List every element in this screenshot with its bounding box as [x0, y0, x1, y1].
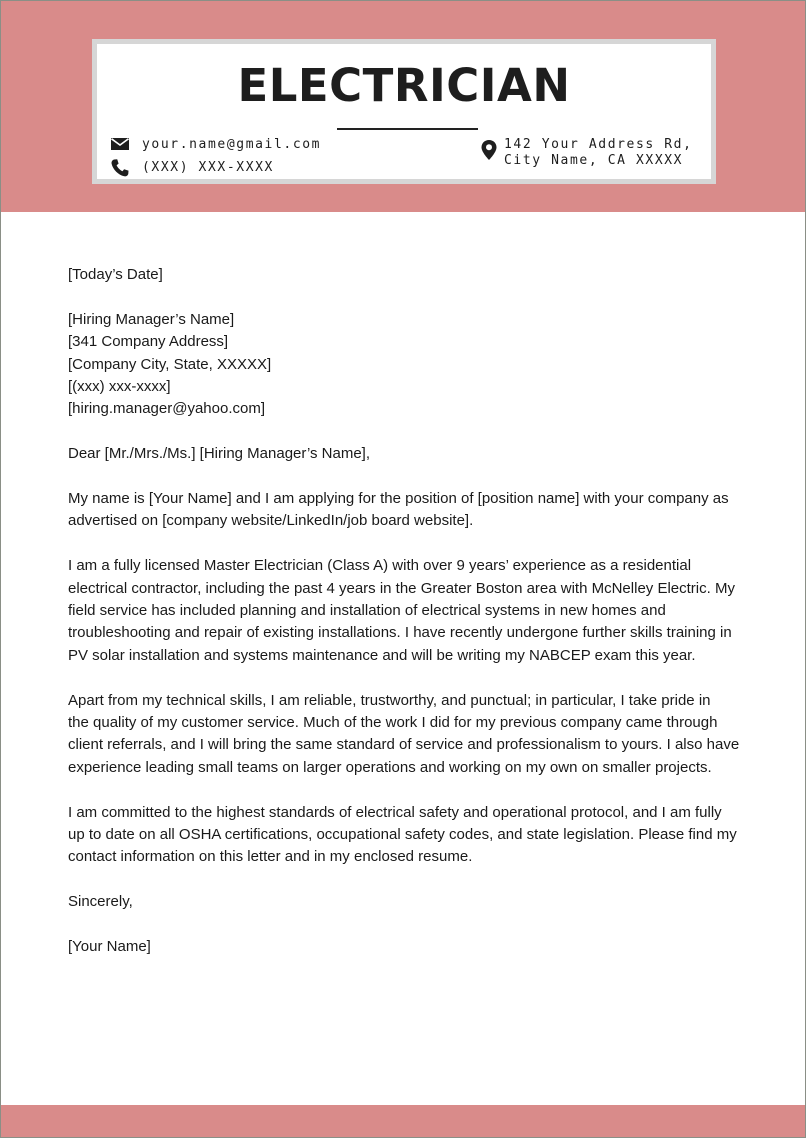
address-text: [504, 137, 693, 169]
letter-body: [68, 264, 748, 981]
paragraph-line: experience leading small teams on larger operations and working on my own on smaller projects.: [68, 758, 712, 776]
closing: Sincerely,: [68, 893, 133, 911]
paragraph-line: PV solar installation and systems maintenance and will be writing my NABCEP exam this year.: [68, 646, 696, 664]
email-text: your.name@gmail.com: [142, 136, 322, 152]
envelope-icon: [110, 135, 130, 153]
address-line-1: 142 Your Address Rd,: [504, 137, 693, 152]
contact-phone: [110, 158, 274, 176]
recipient-phone: [(xxx) xxx-xxxx]: [68, 378, 171, 396]
map-pin-icon: [480, 139, 498, 161]
paragraph-line: up to date on all OSHA certifications, occupational safety codes, and state legislation. Please find my: [68, 826, 737, 844]
contact-address: [480, 137, 693, 169]
recipient-name: [Hiring Manager’s Name]: [68, 310, 235, 328]
job-title: ELECTRICIAN: [237, 59, 571, 112]
paragraph-line: My name is [Your Name] and I am applying for the position of [position name] with your company as: [68, 490, 729, 508]
recipient-email: [hiring.manager@yahoo.com]: [68, 400, 265, 418]
body-paragraph-1: [68, 488, 748, 533]
contact-email: [110, 135, 321, 153]
header-frame: [92, 39, 716, 184]
body-paragraph-3: [68, 690, 748, 780]
paragraph-line: I am a fully licensed Master Electrician (Class A) with over 9 years’ experience as a residential: [68, 557, 692, 575]
paragraph-line: field service has included planning and installation of electrical systems in new homes and: [68, 602, 666, 620]
recipient-block: [68, 309, 748, 421]
paragraph-line: the quality of my customer service. Much of the work I did for my previous company came through: [68, 714, 718, 732]
footer-band: [1, 1105, 805, 1137]
title-divider: [337, 128, 478, 130]
header-card: [97, 44, 711, 179]
body-paragraph-4: [68, 802, 748, 869]
body-paragraph-2: [68, 555, 748, 667]
paragraph-line: Apart from my technical skills, I am reliable, trustworthy, and punctual; in particular, I take pride in: [68, 691, 711, 709]
address-line-2: City Name, CA XXXXX: [504, 153, 684, 168]
signature: [Your Name]: [68, 938, 151, 956]
paragraph-line: advertised on [company website/LinkedIn/job board website].: [68, 512, 474, 530]
paragraph-line: troubleshooting and repair of existing installations. I have recently undergone further skills training in: [68, 624, 732, 642]
paragraph-line: electrical contractor, including the past 4 years in the Greater Boston area with McNelley Electric. My: [68, 579, 735, 597]
salutation: Dear [Mr./Mrs./Ms.] [Hiring Manager’s Name],: [68, 445, 371, 463]
letter-date: [Today’s Date]: [68, 266, 163, 283]
recipient-city: [Company City, State, XXXXX]: [68, 355, 272, 373]
header-band: [1, 1, 805, 212]
paragraph-line: contact information on this letter and in my enclosed resume.: [68, 848, 473, 866]
recipient-address: [341 Company Address]: [68, 333, 229, 351]
paragraph-line: client referrals, and I will bring the same standard of service and professionalism to yours. I also have: [68, 736, 740, 754]
phone-text: (XXX) XXX-XXXX: [142, 159, 274, 175]
paragraph-line: I am committed to the highest standards of electrical safety and operational protocol, and I am fully: [68, 803, 722, 821]
phone-icon: [110, 158, 130, 176]
